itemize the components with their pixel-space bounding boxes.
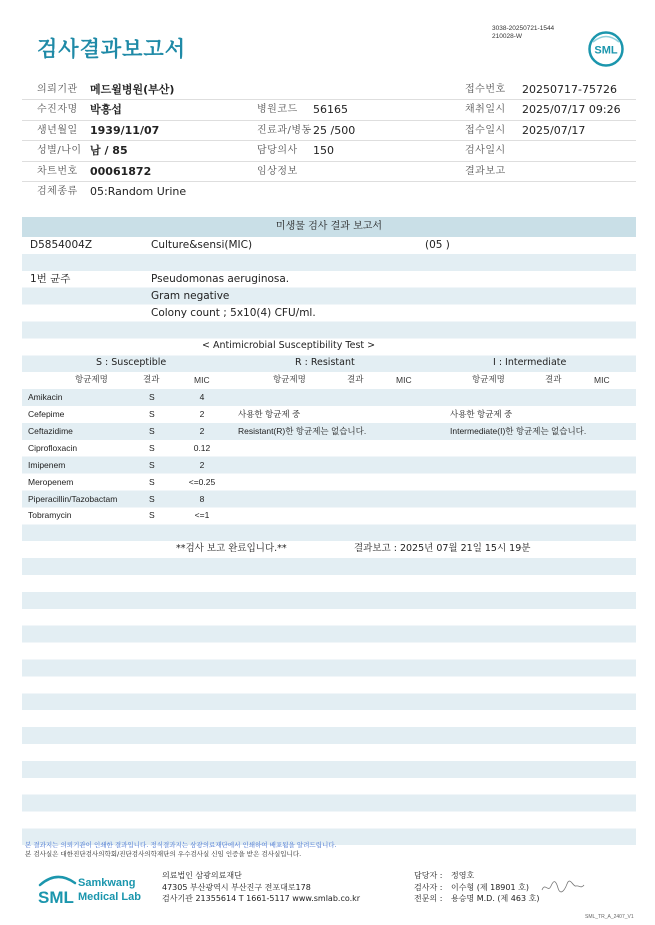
- report-id-block: [492, 25, 554, 41]
- drug-result: S: [149, 476, 155, 487]
- sml-logo-icon: [587, 30, 625, 68]
- clinical-info-label: 임상정보: [257, 165, 298, 177]
- staff-technician-label: 검사자 :: [414, 882, 443, 892]
- info-row-birth-date: [22, 121, 636, 141]
- staff-specialist-label: 전문의 :: [414, 894, 443, 903]
- microbiology-section-title: 미생물 검사 결과 보고서: [22, 217, 636, 237]
- logo-name-line1: Samkwang: [78, 877, 136, 889]
- patient-info: [22, 80, 636, 202]
- resistant-note-line2: Resistant(R)한 항균제는 없습니다.: [238, 425, 367, 436]
- gram-stain-row: [22, 288, 636, 305]
- ast-title-row: [22, 338, 636, 355]
- signature-stroke: [542, 881, 584, 892]
- microbiology-table-body: [22, 237, 636, 845]
- table-row: [22, 474, 636, 491]
- col-header-drug: 항균제명: [273, 375, 306, 386]
- staff-manager-label: 담당자 :: [414, 871, 443, 880]
- chart-number-label: 차트번호: [37, 165, 78, 177]
- drug-mic: 2: [199, 409, 205, 419]
- staff-manager-value: 정영호: [451, 871, 475, 880]
- birth-date-value: 1939/11/07: [90, 123, 160, 137]
- drug-name: Imipenem: [28, 459, 66, 470]
- report-status-row: [22, 541, 636, 558]
- report-id: 3038-20250721-1544: [492, 25, 555, 32]
- col-header-result: 결과: [143, 375, 160, 386]
- report-completion: **검사 보고 완료입니다.**: [176, 543, 287, 555]
- institution-name: 의료법인 삼광의료재단: [162, 871, 242, 880]
- drug-name: Amikacin: [28, 392, 63, 403]
- drug-result: S: [149, 409, 155, 419]
- samkwang-logo-icon: [37, 870, 147, 908]
- form-code: SML_TR_A_2407_V1: [585, 914, 634, 920]
- drug-mic: 2: [199, 459, 205, 470]
- col-header-drug: 항균제명: [75, 375, 108, 386]
- staff-specialist-value: 용승명 M.D. (제 463 호): [451, 894, 540, 903]
- info-row-patient-name: [22, 100, 636, 120]
- drug-mic: 8: [199, 493, 205, 504]
- logo-text: SML: [594, 44, 618, 57]
- sex-age-label: 성별/나이: [37, 145, 82, 157]
- colony-count-row: [22, 305, 636, 322]
- birth-date-label: 생년월일: [37, 124, 78, 136]
- patient-name-label: 수진자명: [37, 104, 78, 116]
- drug-name: Ciprofloxacin: [28, 442, 78, 453]
- institution-value: 메드윌병원(부산): [90, 83, 175, 96]
- col-header-mic: MIC: [396, 375, 412, 386]
- notice-online-print: 본 결과지는 의뢰기관이 인쇄한 결과입니다. 정식결과지는 삼광의료재단에서 인쇄하여 배포됨을 알려드립니다.: [25, 841, 337, 849]
- logo-swoosh: [593, 37, 619, 43]
- institution-address: 47305 부산광역시 부산진구 전포대로178: [162, 882, 311, 892]
- table-row: [22, 507, 636, 524]
- report-code: 210028-W: [492, 33, 522, 40]
- collection-time-label: 채취일시: [465, 104, 506, 116]
- table-row: [22, 423, 636, 440]
- table-row: [22, 389, 636, 406]
- department-label: 진료과/병동: [257, 124, 312, 136]
- drug-name: Meropenem: [28, 476, 74, 487]
- organism-row: [22, 271, 636, 288]
- specimen-code: (05 ): [425, 239, 450, 251]
- ast-title: < Antimicrobial Susceptibility Test >: [202, 340, 376, 352]
- logo-swoosh: [40, 877, 75, 885]
- hospital-code-value: 56165: [313, 103, 348, 117]
- drug-mic: 0.12: [193, 442, 211, 453]
- specimen-value: 05:Random Urine: [90, 184, 187, 198]
- doctor-value: 150: [313, 144, 334, 158]
- drug-mic: 2: [199, 425, 205, 436]
- ast-legend-row: [22, 355, 636, 372]
- col-header-mic: MIC: [194, 375, 210, 386]
- resistant-note-line1: 사용한 항균제 중: [238, 409, 301, 419]
- drug-mic: 4: [199, 392, 205, 403]
- drug-result: S: [149, 493, 155, 504]
- specimen-label: 검체종류: [37, 185, 78, 197]
- patient-name-value: 박흥섭: [90, 103, 122, 117]
- drug-result: S: [149, 425, 155, 436]
- institution-label: 의뢰기관: [37, 84, 78, 95]
- drug-result: S: [149, 442, 155, 453]
- drug-mic: <=0.25: [188, 476, 216, 487]
- table-row: [22, 406, 636, 423]
- result-report-label: 결과보고: [465, 165, 506, 177]
- page-title: 검사결과보고서: [37, 37, 187, 61]
- table-row: [22, 491, 636, 508]
- receipt-date-value: 2025/07/17: [522, 123, 586, 137]
- logo-text: SML: [38, 888, 74, 907]
- drug-result: S: [149, 510, 155, 521]
- intermediate-note-line2: Intermediate(I)한 항균제는 없습니다.: [450, 425, 587, 436]
- test-row: [22, 237, 636, 254]
- col-header-result: 결과: [545, 375, 562, 386]
- legend-intermediate: I : Intermediate: [493, 357, 567, 369]
- department-value: 25 /500: [313, 123, 356, 137]
- sex-age-value: 남 / 85: [90, 144, 128, 158]
- legend-susceptible: S : Susceptible: [96, 357, 167, 369]
- staff-technician-value: 이수형 (제 18901 호): [451, 882, 529, 892]
- col-header-result: 결과: [347, 375, 364, 386]
- table-row: [22, 440, 636, 457]
- logo-name-line2: Medical Lab: [78, 891, 141, 903]
- drug-mic: <=1: [194, 510, 210, 521]
- legend-resistant: R : Resistant: [295, 357, 355, 369]
- technician-signature: [540, 878, 586, 896]
- chart-number-value: 00061872: [90, 164, 152, 178]
- col-header-drug: 항균제명: [472, 375, 505, 386]
- report-timestamp: 결과보고 : 2025년 07월 21일 15시 19분: [354, 543, 531, 555]
- isolate-label: 1번 균주: [30, 272, 71, 285]
- drug-result: S: [149, 459, 155, 470]
- ast-header-row: [22, 372, 636, 389]
- colony-count: Colony count ; 5x10(4) CFU/ml.: [151, 306, 316, 319]
- test-name: Culture&sensi(MIC): [151, 239, 253, 251]
- info-row-chart-number: [22, 162, 636, 182]
- doctor-label: 담당의사: [257, 145, 298, 157]
- col-header-mic: MIC: [594, 375, 610, 386]
- drug-name: Ceftazidime: [28, 425, 73, 436]
- gram-stain: Gram negative: [151, 289, 230, 302]
- info-row-sex-age: [22, 141, 636, 161]
- info-row-specimen: [22, 182, 636, 202]
- notice-accreditation: 본 검사실은 대한진단검사의학회/진단검사의학재단의 우수검사실 신임 인증을 받은 검사실입니다.: [25, 850, 302, 858]
- institution-contact: 검사기관 21355614 T 1661-5117 www.smlab.co.kr: [162, 894, 361, 903]
- drug-name: Tobramycin: [28, 510, 72, 521]
- institution-info: [162, 870, 360, 905]
- hospital-code-label: 병원코드: [257, 104, 298, 116]
- table-row: [22, 457, 636, 474]
- drug-name: Cefepime: [28, 409, 65, 419]
- microbiology-report: [22, 217, 636, 845]
- drug-name: Piperacillin/Tazobactam: [28, 493, 118, 504]
- receipt-date-label: 접수일시: [465, 124, 506, 136]
- collection-time-value: 2025/07/17 09:26: [522, 103, 621, 117]
- test-code: D5854004Z: [30, 239, 93, 251]
- receipt-number-value: 20250717-75726: [522, 83, 617, 96]
- test-date-label: 검사일시: [465, 145, 506, 157]
- info-row-institution: [22, 80, 636, 100]
- receipt-number-label: 접수번호: [465, 84, 506, 95]
- drug-result: S: [149, 392, 155, 403]
- intermediate-note-line1: 사용한 항균제 중: [450, 409, 513, 419]
- organism-name: Pseudomonas aeruginosa.: [151, 272, 290, 285]
